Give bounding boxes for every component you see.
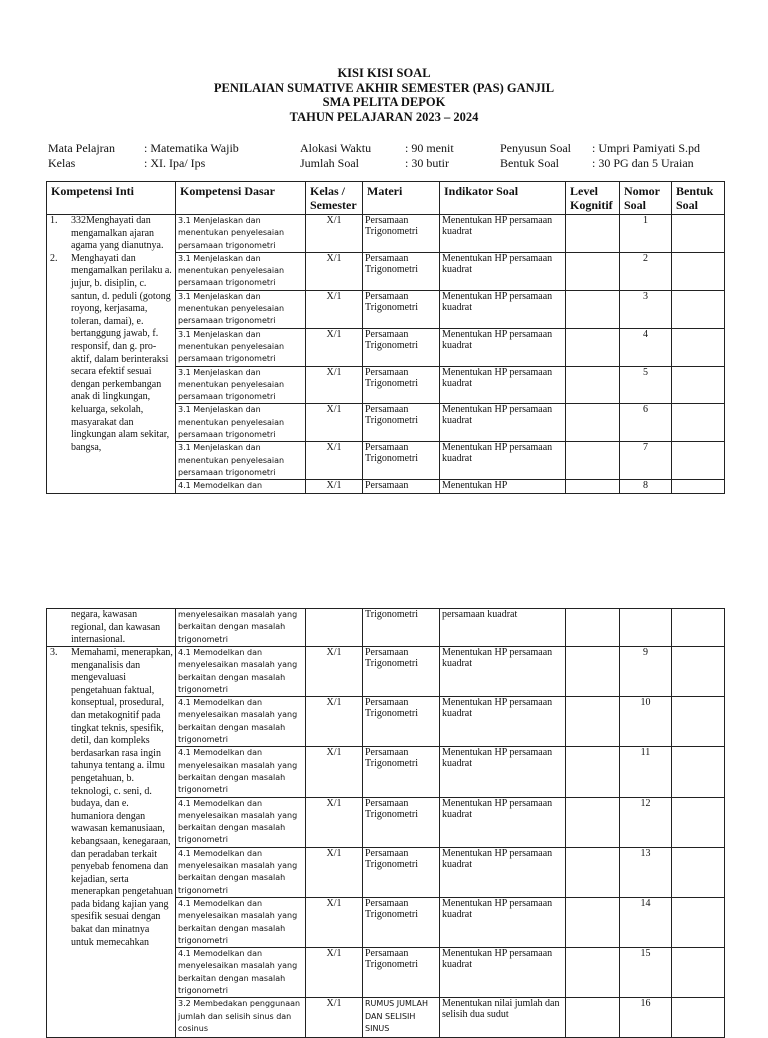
- indikator-cell: Menentukan HP persamaan kuadrat: [440, 442, 566, 480]
- nomor-cell: 16: [620, 998, 672, 1038]
- kd-cell: 3.1 Menjelaskan dan menentukan penyelesaian persamaan trigonometri: [176, 328, 306, 366]
- table-header-row: [47, 182, 725, 215]
- col-header-indikator: Indikator Soal: [440, 182, 566, 215]
- col-header-ki: Kompetensi Inti: [47, 182, 176, 215]
- level-cell: [566, 328, 620, 366]
- bentuk-value: : 30 PG dan 5 Uraian: [592, 156, 694, 170]
- col-header-materi: Materi: [363, 182, 440, 215]
- materi-cell: Persamaan: [363, 480, 440, 493]
- kelas-cell: X/1: [306, 797, 363, 847]
- bentuk-cell: [672, 366, 725, 404]
- bentuk-cell: [672, 404, 725, 442]
- kd-cell: 4.1 Memodelkan dan menyelesaikan masalah yang berkaitan dengan masalah trigonometri: [176, 647, 306, 697]
- materi-cell: Persamaan Trigonometri: [363, 948, 440, 998]
- level-cell: [566, 366, 620, 404]
- materi-cell: Trigonometri: [363, 609, 440, 647]
- col-header-bentuk: Bentuk Soal: [672, 182, 725, 215]
- col-header-level: Level Kognitif: [566, 182, 620, 215]
- title-line-3: SMA PELITA DEPOK: [322, 95, 446, 109]
- col-header-kd: Kompetensi Dasar: [176, 182, 306, 215]
- level-cell: [566, 290, 620, 328]
- materi-cell: RUMUS JUMLAH DAN SELISIH SINUS: [363, 998, 440, 1038]
- kelas-cell: X/1: [306, 404, 363, 442]
- kelas-cell: X/1: [306, 747, 363, 797]
- level-cell: [566, 948, 620, 998]
- nomor-cell: 9: [620, 647, 672, 697]
- bentuk-cell: [672, 609, 725, 647]
- kelas-cell: X/1: [306, 897, 363, 947]
- indikator-cell: Menentukan HP persamaan kuadrat: [440, 697, 566, 747]
- indikator-cell: Menentukan HP persamaan kuadrat: [440, 366, 566, 404]
- nomor-cell: 5: [620, 366, 672, 404]
- materi-cell: Persamaan Trigonometri: [363, 290, 440, 328]
- bentuk-cell: [672, 442, 725, 480]
- kelas-cell: X/1: [306, 647, 363, 697]
- waktu-value: : 90 menit: [405, 141, 454, 155]
- kelas-cell: X/1: [306, 697, 363, 747]
- document-title: [0, 66, 768, 124]
- indikator-cell: Menentukan HP persamaan kuadrat: [440, 647, 566, 697]
- meta-right-labels: [500, 141, 571, 171]
- table-row: [47, 215, 725, 253]
- indikator-cell: Menentukan HP persamaan kuadrat: [440, 328, 566, 366]
- materi-cell: Persamaan Trigonometri: [363, 847, 440, 897]
- indikator-cell: Menentukan HP: [440, 480, 566, 493]
- kelas-cell: X/1: [306, 328, 363, 366]
- nomor-cell: 2: [620, 252, 672, 290]
- penyusun-value: : Umpri Pamiyati S.pd: [592, 141, 700, 155]
- indikator-cell: Menentukan HP persamaan kuadrat: [440, 215, 566, 253]
- indikator-cell: Menentukan nilai jumlah dan selisih dua sudut: [440, 998, 566, 1038]
- bentuk-cell: [672, 290, 725, 328]
- kd-cell: 3.1 Menjelaskan dan menentukan penyelesaian persamaan trigonometri: [176, 215, 306, 253]
- level-cell: [566, 747, 620, 797]
- table-row-continued: [47, 609, 725, 647]
- indikator-cell: Menentukan HP persamaan kuadrat: [440, 747, 566, 797]
- table-row: [47, 647, 725, 697]
- meta-left-values: [144, 141, 239, 171]
- nomor-cell: 14: [620, 897, 672, 947]
- nomor-cell: 15: [620, 948, 672, 998]
- kd-cell: menyelesaikan masalah yang berkaitan dengan masalah trigonometri: [176, 609, 306, 647]
- nomor-cell: 12: [620, 797, 672, 847]
- ki-cell-page-1: [47, 215, 176, 494]
- bentuk-cell: [672, 252, 725, 290]
- kelas-cell: X/1: [306, 366, 363, 404]
- level-cell: [566, 998, 620, 1038]
- materi-cell: Persamaan Trigonometri: [363, 442, 440, 480]
- kelas-cell: X/1: [306, 442, 363, 480]
- level-cell: [566, 609, 620, 647]
- materi-cell: Persamaan Trigonometri: [363, 747, 440, 797]
- bentuk-cell: [672, 215, 725, 253]
- bentuk-cell: [672, 998, 725, 1038]
- ki-item-1: 1. 332Menghayati dan mengamalkan ajaran agama yang dianutnya.: [50, 215, 164, 252]
- materi-cell: Persamaan Trigonometri: [363, 897, 440, 947]
- indikator-cell: Menentukan HP persamaan kuadrat: [440, 404, 566, 442]
- mapel-value: : Matematika Wajib: [144, 141, 239, 155]
- bentuk-cell: [672, 328, 725, 366]
- col-header-nomor: Nomor Soal: [620, 182, 672, 215]
- kelas-value: : XI. Ipa/ Ips: [144, 156, 206, 170]
- kelas-cell: X/1: [306, 998, 363, 1038]
- level-cell: [566, 697, 620, 747]
- indikator-cell: Menentukan HP persamaan kuadrat: [440, 252, 566, 290]
- level-cell: [566, 252, 620, 290]
- kd-cell: 3.1 Menjelaskan dan menentukan penyelesaian persamaan trigonometri: [176, 366, 306, 404]
- level-cell: [566, 647, 620, 697]
- nomor-cell: 3: [620, 290, 672, 328]
- indikator-cell: Menentukan HP persamaan kuadrat: [440, 797, 566, 847]
- meta-mid-labels: [300, 141, 371, 171]
- level-cell: [566, 897, 620, 947]
- nomor-cell: 7: [620, 442, 672, 480]
- materi-cell: Persamaan Trigonometri: [363, 215, 440, 253]
- kd-cell: 3.1 Menjelaskan dan menentukan penyelesaian persamaan trigonometri: [176, 442, 306, 480]
- meta-right-values: [592, 141, 700, 171]
- indikator-cell: Menentukan HP persamaan kuadrat: [440, 847, 566, 897]
- nomor-cell: 1: [620, 215, 672, 253]
- title-line-1: KISI KISI SOAL: [337, 66, 431, 80]
- ki-item-2: 2. Menghayati dan mengamalkan perilaku a. jujur, b. disiplin, c. santun, d. peduli (gotong royong, kerjasama, toleran, damai), e. bertanggung jawab, f. responsif, dan g. pro-aktif, dalam berinteraksi secara efektif sesuai dengan perkembangan anak di lingkungan, keluarga, sekolah, masyarakat dan lingkungan alam sekitar, bangsa,: [50, 252, 172, 453]
- jumlah-label: Jumlah Soal: [300, 156, 359, 170]
- kd-cell: 4.1 Memodelkan dan menyelesaikan masalah yang berkaitan dengan masalah trigonometri: [176, 697, 306, 747]
- indikator-cell: Menentukan HP persamaan kuadrat: [440, 290, 566, 328]
- nomor-cell: [620, 609, 672, 647]
- kelas-cell: X/1: [306, 948, 363, 998]
- ki-cell-page-2: [47, 647, 176, 1038]
- bentuk-label: Bentuk Soal: [500, 156, 559, 170]
- bentuk-cell: [672, 897, 725, 947]
- level-cell: [566, 847, 620, 897]
- materi-cell: Persamaan Trigonometri: [363, 328, 440, 366]
- materi-cell: Persamaan Trigonometri: [363, 404, 440, 442]
- waktu-label: Alokasi Waktu: [300, 141, 372, 155]
- kisi-table-page-2: [46, 608, 725, 1038]
- ki-cell-continued: negara, kawasan regional, dan kawasan internasional.: [47, 609, 176, 647]
- meta-left-labels: [48, 141, 115, 171]
- indikator-cell: persamaan kuadrat: [440, 609, 566, 647]
- materi-cell: Persamaan Trigonometri: [363, 366, 440, 404]
- title-line-4: TAHUN PELAJARAN 2023 – 2024: [289, 109, 479, 124]
- bentuk-cell: [672, 948, 725, 998]
- kd-cell: 3.1 Menjelaskan dan menentukan penyelesaian persamaan trigonometri: [176, 290, 306, 328]
- kelas-cell: X/1: [306, 480, 363, 493]
- bentuk-cell: [672, 480, 725, 493]
- level-cell: [566, 442, 620, 480]
- level-cell: [566, 215, 620, 253]
- level-cell: [566, 797, 620, 847]
- level-cell: [566, 404, 620, 442]
- nomor-cell: 11: [620, 747, 672, 797]
- col-header-kelas: Kelas / Semester: [306, 182, 363, 215]
- materi-cell: Persamaan Trigonometri: [363, 797, 440, 847]
- indikator-cell: Menentukan HP persamaan kuadrat: [440, 948, 566, 998]
- kd-cell: 4.1 Memodelkan dan menyelesaikan masalah yang berkaitan dengan masalah trigonometri: [176, 747, 306, 797]
- kelas-cell: X/1: [306, 290, 363, 328]
- kd-cell: 3.1 Menjelaskan dan menentukan penyelesaian persamaan trigonometri: [176, 252, 306, 290]
- kelas-label: Kelas: [48, 156, 76, 170]
- kd-cell: 4.1 Memodelkan dan: [176, 480, 306, 493]
- bentuk-cell: [672, 697, 725, 747]
- nomor-cell: 13: [620, 847, 672, 897]
- jumlah-value: : 30 butir: [405, 156, 449, 170]
- meta-mid-values: [405, 141, 454, 171]
- nomor-cell: 4: [620, 328, 672, 366]
- bentuk-cell: [672, 847, 725, 897]
- kd-cell: 3.1 Menjelaskan dan menentukan penyelesaian persamaan trigonometri: [176, 404, 306, 442]
- mapel-label: Mata Pelajran: [48, 141, 115, 155]
- materi-cell: Persamaan Trigonometri: [363, 697, 440, 747]
- materi-cell: Persamaan Trigonometri: [363, 252, 440, 290]
- nomor-cell: 6: [620, 404, 672, 442]
- kelas-cell: [306, 609, 363, 647]
- kd-cell: 4.1 Memodelkan dan menyelesaikan masalah yang berkaitan dengan masalah trigonometri: [176, 897, 306, 947]
- kd-cell: 3.2 Membedakan penggunaan jumlah dan selisih sinus dan cosinus: [176, 998, 306, 1038]
- bentuk-cell: [672, 797, 725, 847]
- kisi-table-page-1: [46, 181, 725, 494]
- level-cell: [566, 480, 620, 493]
- kelas-cell: X/1: [306, 847, 363, 897]
- kd-cell: 4.1 Memodelkan dan menyelesaikan masalah yang berkaitan dengan masalah trigonometri: [176, 797, 306, 847]
- nomor-cell: 10: [620, 697, 672, 747]
- bentuk-cell: [672, 747, 725, 797]
- kelas-cell: X/1: [306, 215, 363, 253]
- title-line-2: PENILAIAN SUMATIVE AKHIR SEMESTER (PAS) GANJIL: [213, 80, 555, 95]
- bentuk-cell: [672, 647, 725, 697]
- kelas-cell: X/1: [306, 252, 363, 290]
- indikator-cell: Menentukan HP persamaan kuadrat: [440, 897, 566, 947]
- kd-cell: 4.1 Memodelkan dan menyelesaikan masalah yang berkaitan dengan masalah trigonometri: [176, 948, 306, 998]
- nomor-cell: 8: [620, 480, 672, 493]
- penyusun-label: Penyusun Soal: [500, 141, 572, 155]
- materi-cell: Persamaan Trigonometri: [363, 647, 440, 697]
- ki-item-3: 3. Memahami, menerapkan, menganalisis dan mengevaluasi pengetahuan faktual, konseptual, prosedural, dan metakognitif pada tingkat teknis, spesifik, detil, dan kompleks berdasarkan rasa ingin tahunya tentang a. ilmu pengetahuan, b. teknologi, c. seni, d. budaya, dan e. humaniora dengan wawasan kemanusiaan, kebangsaan, kenegaraan, dan peradaban terkait penyebab fenomena dan kejadian, serta menerapkan pengetahuan pada bidang kajian yang spesifik sesuai dengan bakat dan minatnya untuk memecahkan: [50, 647, 173, 948]
- kd-cell: 4.1 Memodelkan dan menyelesaikan masalah yang berkaitan dengan masalah trigonometri: [176, 847, 306, 897]
